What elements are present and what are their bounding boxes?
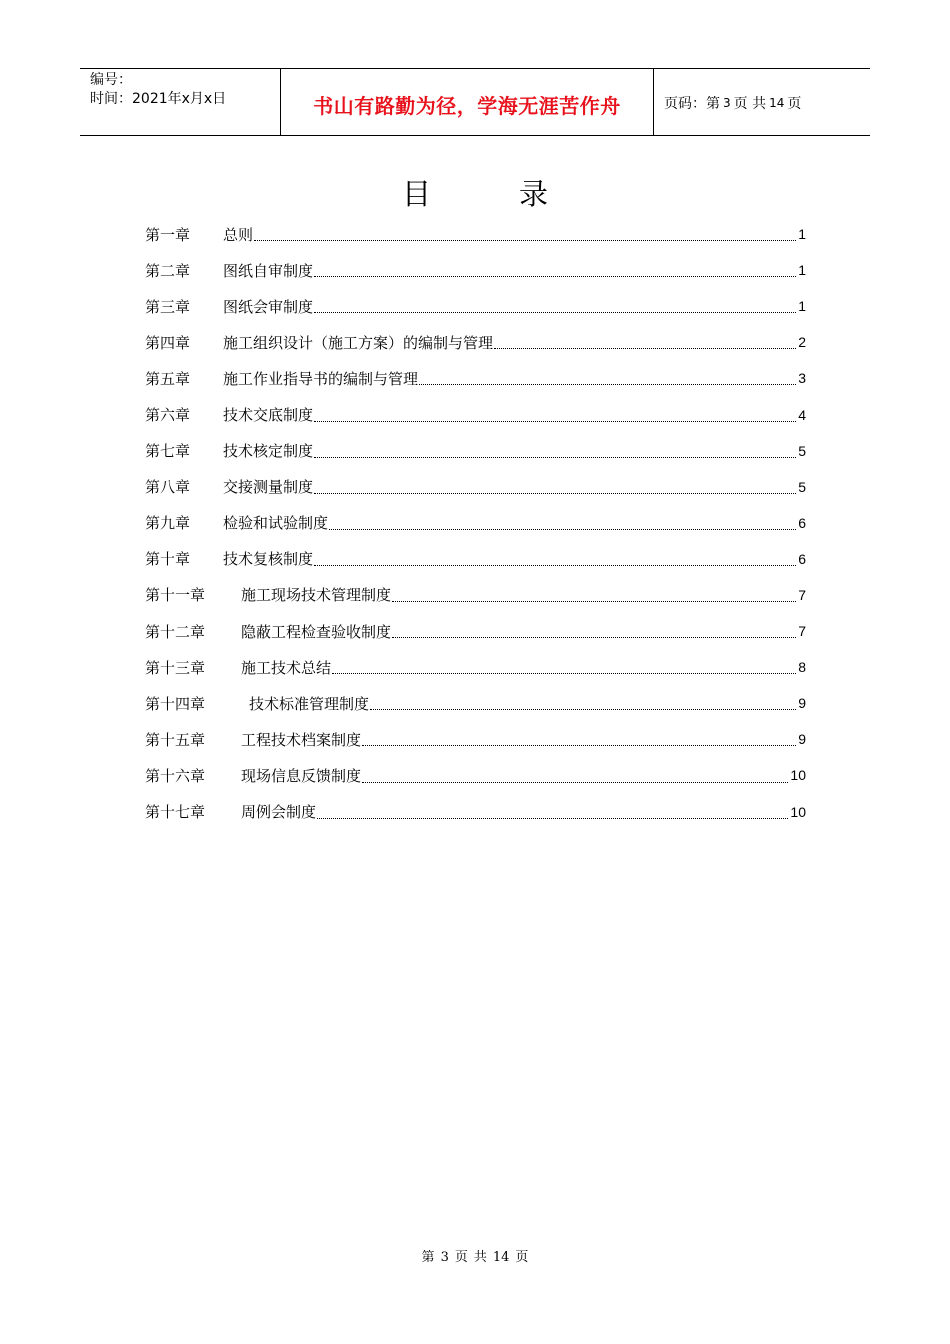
toc-leader: [392, 599, 796, 602]
toc-page: 10: [790, 767, 806, 784]
header-motto-cell: [281, 69, 654, 135]
toc-leader: [314, 563, 796, 566]
footer-current-page: 3: [440, 1250, 449, 1265]
page-header: [80, 68, 870, 136]
toc-entry[interactable]: [145, 505, 806, 541]
footer-word: 第: [421, 1250, 435, 1265]
toc-name: 技术复核制度: [223, 550, 314, 569]
header-page-info: [654, 69, 870, 135]
footer-total-pages: 14: [492, 1250, 510, 1265]
toc-entry[interactable]: [145, 469, 806, 505]
toc-entry[interactable]: [145, 757, 806, 793]
toc-title: [0, 174, 950, 214]
toc-name: 施工现场技术管理制度: [241, 586, 392, 605]
toc-leader: [314, 455, 796, 458]
toc-leader: [254, 238, 796, 241]
toc-leader: [392, 635, 796, 638]
code-label: 编号：: [90, 72, 132, 88]
toc-leader: [362, 743, 796, 746]
toc-name: 技术核定制度: [223, 442, 314, 461]
toc-entry[interactable]: [145, 721, 806, 757]
header-motto: 书山有路勤为径，学海无涯苦作舟: [313, 93, 621, 118]
toc-name: 现场信息反馈制度: [241, 766, 362, 785]
toc-page: 6: [798, 514, 806, 531]
toc-name: 施工作业指导书的编制与管理: [223, 369, 419, 388]
toc-chapter: 第八章: [145, 478, 191, 497]
toc-leader: [370, 707, 796, 710]
toc-entry[interactable]: [145, 649, 806, 685]
toc-chapter: 第十一章: [145, 586, 206, 605]
toc-page: 10: [790, 803, 806, 820]
toc-page: 3: [798, 370, 806, 387]
toc-name: 工程技术档案制度: [241, 730, 362, 749]
toc-name: 总则: [223, 225, 254, 244]
toc-leader: [314, 274, 796, 277]
toc-entry[interactable]: [145, 324, 806, 360]
toc-entry[interactable]: [145, 685, 806, 721]
toc-title-char-2: 录: [519, 177, 549, 211]
footer-word: 页: [515, 1250, 529, 1265]
toc-chapter: 第九章: [145, 514, 191, 533]
toc-leader: [362, 780, 788, 783]
toc-name: 隐蔽工程检查验收制度: [241, 622, 392, 641]
toc-entry[interactable]: [145, 577, 806, 613]
toc-chapter: 第六章: [145, 406, 191, 425]
toc-chapter: 第二章: [145, 261, 191, 280]
toc-leader: [314, 310, 796, 313]
toc-chapter: 第十五章: [145, 730, 206, 749]
toc-leader: [314, 491, 796, 494]
toc-entry[interactable]: [145, 433, 806, 469]
toc-leader: [494, 346, 796, 349]
toc-chapter: 第十二章: [145, 622, 206, 641]
toc-name: 技术标准管理制度: [249, 694, 370, 713]
toc-page: 1: [798, 226, 806, 243]
toc-page: 5: [798, 478, 806, 495]
toc-entry[interactable]: [145, 794, 806, 830]
toc-name: 图纸会审制度: [223, 297, 314, 316]
date-label: 时间：2021年x月x日: [90, 91, 227, 107]
toc-page: 9: [798, 695, 806, 712]
toc-chapter: 第一章: [145, 225, 191, 244]
toc-entry[interactable]: [145, 252, 806, 288]
toc-page: 7: [798, 623, 806, 640]
page-footer: [0, 1246, 950, 1265]
toc-leader: [329, 527, 796, 530]
toc-page: 1: [798, 262, 806, 279]
page-prefix: 页码：第: [664, 96, 720, 112]
toc-title-char-1: 目: [401, 177, 431, 211]
toc-name: 图纸自审制度: [223, 261, 314, 280]
toc-page: 4: [798, 406, 806, 423]
toc-entry[interactable]: [145, 288, 806, 324]
toc-entry[interactable]: [145, 216, 806, 252]
toc-leader: [314, 419, 796, 422]
footer-word: 共: [473, 1250, 487, 1265]
toc-page: 5: [798, 442, 806, 459]
toc-chapter: 第五章: [145, 369, 191, 388]
toc-page: 1: [798, 298, 806, 315]
toc-entry[interactable]: [145, 541, 806, 577]
toc-name: 周例会制度: [241, 803, 317, 822]
toc-entry[interactable]: [145, 396, 806, 432]
toc-chapter: 第三章: [145, 297, 191, 316]
toc-page: 7: [798, 586, 806, 603]
page-current: 3: [723, 96, 731, 110]
toc-page: 2: [798, 334, 806, 351]
header-meta: [80, 69, 281, 135]
toc-page: 6: [798, 550, 806, 567]
page-suffix: 页: [787, 96, 802, 112]
toc-chapter: 第十四章: [145, 694, 206, 713]
toc-chapter: 第七章: [145, 442, 191, 461]
toc-chapter: 第十章: [145, 550, 191, 569]
toc-leader: [317, 816, 788, 819]
toc-entry[interactable]: [145, 613, 806, 649]
page-total: 14: [769, 96, 785, 110]
toc-name: 技术交底制度: [223, 406, 314, 425]
toc-page: 9: [798, 731, 806, 748]
page-mid: 页 共: [733, 96, 767, 112]
toc-entry[interactable]: [145, 360, 806, 396]
toc-chapter: 第十七章: [145, 803, 206, 822]
toc-leader: [419, 382, 796, 385]
toc-page: 8: [798, 659, 806, 676]
toc-name: 施工组织设计（施工方案）的编制与管理: [223, 333, 494, 352]
toc-name: 施工技术总结: [241, 658, 332, 677]
table-of-contents: [145, 216, 806, 830]
toc-chapter: 第十三章: [145, 658, 206, 677]
toc-chapter: 第四章: [145, 333, 191, 352]
toc-chapter: 第十六章: [145, 766, 206, 785]
toc-leader: [332, 671, 796, 674]
toc-name: 交接测量制度: [223, 478, 314, 497]
footer-word: 页: [454, 1250, 468, 1265]
toc-name: 检验和试验制度: [223, 514, 329, 533]
